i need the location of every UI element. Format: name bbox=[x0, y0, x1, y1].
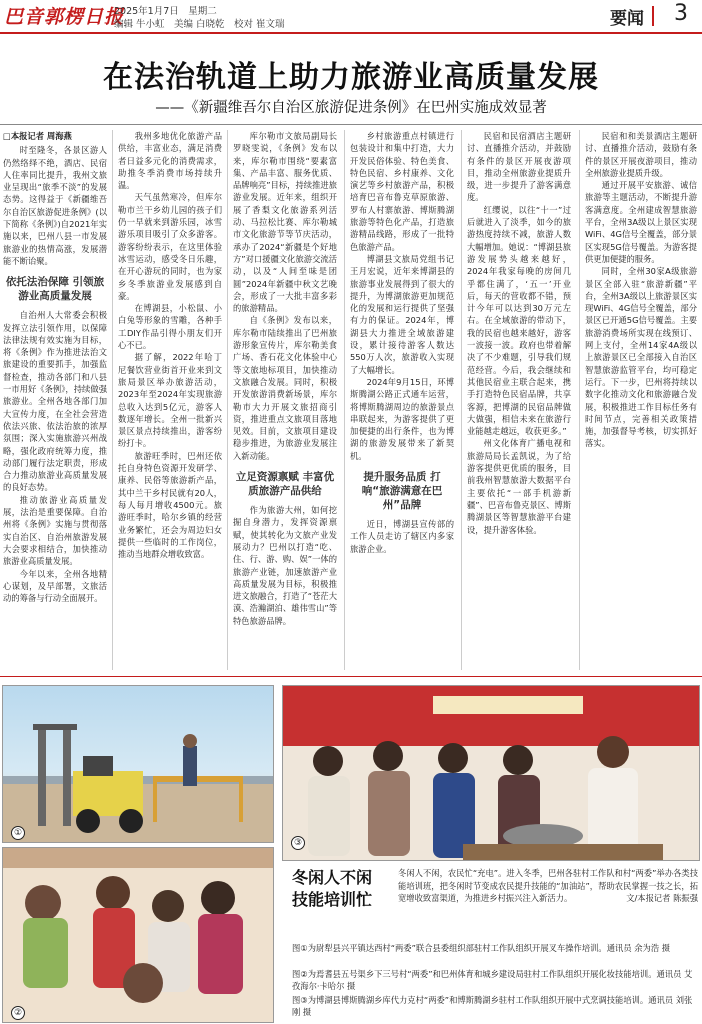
column-divider bbox=[461, 130, 462, 670]
article-subhead: 依托法治保障 引领旅游业高质量发展 bbox=[5, 276, 105, 303]
article-title: 在法治轨道上助力旅游业高质量发展 bbox=[103, 60, 599, 95]
article-paragraph: 我州多地优化旅游产品供给，丰富业态，满足消费者日益多元化的消费需求，助推冬季消费市场持续升温。 bbox=[118, 131, 222, 191]
article-paragraph: 民宿和和美景酒店主题研讨、直播推介活动，鼓励有条件的景区开展夜游项目，推动全州旅游业提质升级。 bbox=[585, 131, 697, 178]
staff-line: 编辑 牛小虹 美编 白晓乾 校对 崔文瑞 bbox=[114, 19, 285, 30]
cooking-illustration bbox=[283, 686, 700, 861]
column-divider bbox=[112, 130, 113, 670]
article-paragraph: 库尔勒市文旅局副局长罗晓雯说，《条例》发布以来，库尔勒市围绕“要素富集、产品丰富、服务优质、品牌响亮”目标，持续推进旅游业发展。近年来，组织开展了香梨文化旅游系列活动、马拉松比赛、库尔勒城市文化旅游节等节庆活动，承办了2024“新疆是个好地方”对口援疆文化旅游交流活动，以及“人间至味是团圆”2024年新疆中秋文艺晚会，形成了一大批丰富多彩的旅游精品。 bbox=[233, 131, 337, 314]
article-paragraph: 今年以来，全州各地精心谋划，及早部署，文旅活动的筹备与行动全面展开。 bbox=[3, 568, 107, 604]
photo-feature bbox=[0, 676, 702, 1024]
article-paragraph: 乡村旅游重点村镇进行包装设计和集中打造，大力开发民俗体验、特色美食、特色民宿、乡村康养、文化演艺等乡村旅游产品，积极培育巴音布鲁克草原旅游、罗布人村寨旅游、博斯腾湖旅游等特色化产品，打造旅游精品线路，形成了一批特色旅游产品。 bbox=[350, 131, 454, 252]
article-column-6 bbox=[585, 130, 697, 670]
makeup-illustration bbox=[3, 848, 274, 1023]
column-divider bbox=[227, 130, 228, 670]
section-divider bbox=[652, 6, 654, 26]
article-paragraph: 同时，全州30家A级旅游景区全部入驻“旅游新疆”平台，全州3A级以上旅游景区实现WiFi、4G信号全覆盖，部分景区已开通5G信号覆盖。主要旅游消费场所实现在线预订、网上支付，全州14家4A级以上旅游景区已全部接入自治区智慧旅游监管平台，均可稳定运行。下一步，巴州将持续以数字化推动文化和旅游融合发展，积极推进工作目标任务有时间节点，完善相关政策措施，加强督导考核，切实抓好落实。 bbox=[585, 266, 697, 449]
article-body bbox=[0, 130, 702, 670]
photo-caption-2: 图②为焉耆县五号渠乡下三号村“两委”和巴州体育和城乡建设局驻村工作队组织开展化妆技能培训。通讯员 艾孜海尔·卡哈尔 摄 bbox=[292, 969, 693, 992]
article-paragraph: 时至隆冬，各景区游人仍然络绎不绝，酒店、民宿人住率同比提升，我州文旅业呈现出“旅季不淡”的发展态势。这得益于《新疆维吾尔自治区旅游促进条例》(以下简称《条例》)自2021年实施以来，巴州八县一市发展旅游业的热情高涨，发展潜能不断诒聚。 bbox=[3, 145, 107, 266]
article-paragraph: 通过开展平安旅游、诚信旅游等主题活动，不断提升游客满意度。全州建成智慧旅游平台，全州3A级以上景区实现WiFi、4G信号全覆盖，部分景区实现5G信号覆盖。为游客提供更加便捷的服务。 bbox=[585, 180, 697, 264]
article-paragraph: 天气虽然寒冷，但库尔勒市兰干乡幼儿园的孩子们仍一早就来到游乐园，冰雪游乐项目吸引了众多游客。游客纷纷表示，在这里体验冰雪运动，感受冬日乐趣，在开心游玩的同时，也为家乡冬季旅游业发展感到自豪。 bbox=[118, 192, 222, 301]
photo-feature-title: 冬闲人不闲 技能培训忙 bbox=[292, 868, 373, 909]
article-paragraph: 旅游旺季时，巴州还依托自身特色资源开发研学、康养、民俗等旅游新产品，其中兰干乡村民就有20人，每人每月增收4500元。旅游旺季时，哈尔乡镇的经营业务繁忙，还会为周边妇女提供一些临时的工作岗位，推动当地群众增收致富。 bbox=[118, 450, 222, 560]
article-paragraph: 自治州人大常委会积极发挥立法引领作用，以保障法律法规有效实施为目标，将《条例》作为推进法治文旅建设的重要抓手，加强监督检查，推动各部门和八县一市用好《条例》，持续做强旅游业。全州各地各部门加大宣传力度，在全社会营造依法兴旅、依法治旅的浓厚氛围；深入实施旅游兴州战略，强化政府统筹力度，推动部门履行法定职责，形成合力推动旅游业高质量发展的良好态势。 bbox=[3, 310, 107, 493]
column-divider bbox=[579, 130, 580, 670]
date-line: 2025年1月7日 星期二 bbox=[114, 6, 217, 17]
article-paragraph: 在博湖县，小松鼠、小白兔等形象的雪雕，各种手工DIY作品引得小朋友们开心不已。 bbox=[118, 303, 222, 351]
photo-makeup-training bbox=[2, 847, 274, 1023]
column-divider bbox=[344, 130, 345, 670]
forklift-illustration bbox=[3, 686, 274, 843]
title-rule bbox=[0, 124, 702, 125]
photo-feature-body: 冬闲人不闲，农民忙“充电”。进入冬季，巴州各驻村工作队和村“两委”举办各类技能培训班，把冬闲时节变成农民提升技能的“加油站”，帮助农民掌握一技之长，拓宽增收致富渠道，为推进乡村振兴注入新活力。 bbox=[398, 868, 698, 903]
header-rule bbox=[0, 32, 702, 34]
photo-number-3: ③ bbox=[291, 836, 305, 850]
photo-forklift-training bbox=[2, 685, 274, 843]
article-column-4 bbox=[350, 130, 454, 670]
photo-feature-text bbox=[398, 867, 698, 905]
article-column-3 bbox=[233, 130, 337, 670]
photo-caption-3: 图③为博湖县博斯腾湖乡库代力克村“两委”和博斯腾湖乡驻村工作队组织开展中式烹调技能培训。通讯员 刘张刚 摄 bbox=[292, 995, 693, 1018]
article-paragraph: 推动旅游业高质量发展，法治是重要保障。自治州将《条例》实施与贯彻落实自治区、自治州旅游发展大会要求相结合，加快推动旅游业高质量发展。 bbox=[3, 494, 107, 567]
photo-cooking-training bbox=[282, 685, 700, 861]
section-name: 要闻 bbox=[610, 9, 644, 29]
article-byline: □本报记者 周海燕 bbox=[3, 131, 72, 141]
newspaper-logo: 巴音郭楞日报 bbox=[4, 6, 125, 28]
article-subtitle: ——《新疆维吾尔自治区旅游促进条例》在巴州实施成效显著 bbox=[155, 100, 547, 116]
article-paragraph: 州文化体育广播电视和旅游局局长孟凯说，为了给游客提供更优质的服务，目前我州智慧旅游大数据平台主要依托“一部手机游新疆”、巴音布鲁克景区、博斯腾湖景区等智慧旅游平台建设，提升游客体验。 bbox=[467, 438, 571, 535]
article-paragraph: 据了解，2022年哈丁尼餐饮营业街首开业来到文旅局景区举办旅游活动，2023年至2024年实现旅游总收入达到5亿元，游客人数逐年增长。全州一批新兴景区景点持续推出，游客纷纷打卡。 bbox=[118, 352, 222, 449]
photo-feature-credit: 文/本报记者 陈振强 bbox=[626, 893, 698, 903]
article-paragraph: 2024年9月15日，环博斯腾湖公路正式通车运营，将博斯腾湖周边的旅游景点串联起来，为游客提供了更加便捷的出行条件，也为博湖的旅游发展带来了新契机。 bbox=[350, 376, 454, 461]
article-paragraph: 博湖县文旅局党组书记王月宏说，近年来博湖县的旅游事业发展得到了很大的提升，为博湖旅游更加规范化的发展和运行提供了坚强有力的保证。2024年，博湖县大力推进全域旅游建设，累计接待游客人数达550万人次，旅游收入实现了大幅增长。 bbox=[350, 253, 454, 375]
article-paragraph: 作为旅游大州，如何挖掘自身潜力，发挥资源禀赋，使其转化为文旅产业发展动力？巴州以打造“吃、住、行、游、购、娱”一体的旅游产业链，加速旅游产业高质量发展为目标，积极推进文旅融合，打造了“苍茫大漠、浩瀚湖泊、雄伟雪山”等特色旅游品牌。 bbox=[233, 505, 337, 626]
page-number: 3 bbox=[674, 1, 688, 26]
photo-number-2: ② bbox=[11, 1006, 25, 1020]
page-header bbox=[0, 0, 702, 34]
article-paragraph: 红缨说，以往“十一”过后就进入了淡季，如今的旅游热度持续不减，旅游人数大幅增加。她说：“博湖县旅游发展势头越来越好，2024年我家每晚的房间几乎都住满了，‘五一’开业后，每天的营收都不错，预计今年可以达到30万元左右。在全域旅游的带动下，我的民宿也越来越好，游客一波接一波。政府也带着解决了不少难题，引导我们规范经营。今后，我会继续和其他民宿业主联合起来，携手打造特色民宿品牌，共享客源，把博湖的民宿品牌做大做强，相信未来在旅游行业能越走越远，收获更多。” bbox=[467, 204, 571, 437]
photo-caption-1: 图①为尉犁县兴平镇达西村“两委”联合县委组织部驻村工作队组织开展叉车操作培训。通讯员 余为浩 摄 bbox=[292, 943, 671, 953]
article-paragraph: 民宿和民宿酒店主题研讨、直播推介活动，并鼓励有条件的景区开展夜游项目，推动全州旅游业提质升级，进一步提升了游客满意度。 bbox=[467, 131, 571, 203]
article-paragraph: 自《条例》发布以来，库尔勒市陆续推出了巴州旅游形象宣传片，库尔勒美食广场、香石花文化体验中心等文旅地标项目，加快推动文旅融合发展。同时，积极开发旅游消费新场景，库尔勒市大力开展文旅招商引资，推进重点文旅项目落地见效。目前，文旅项目建设稳步推进，为旅游业发展注入新动能。 bbox=[233, 315, 337, 461]
article-column-2 bbox=[118, 130, 222, 670]
article-subhead: 立足资源禀赋 丰富优质旅游产品供给 bbox=[235, 471, 335, 498]
article-subhead: 提升服务品质 打响“旅游满意在巴州”品牌 bbox=[361, 471, 443, 512]
article-paragraph: 近日，博湖县宣传部的工作人员走访了辖区内多家旅游企业。 bbox=[350, 519, 454, 554]
article-column-1 bbox=[3, 130, 107, 670]
photo-number-1: ① bbox=[11, 826, 25, 840]
article-column-5 bbox=[467, 130, 571, 670]
